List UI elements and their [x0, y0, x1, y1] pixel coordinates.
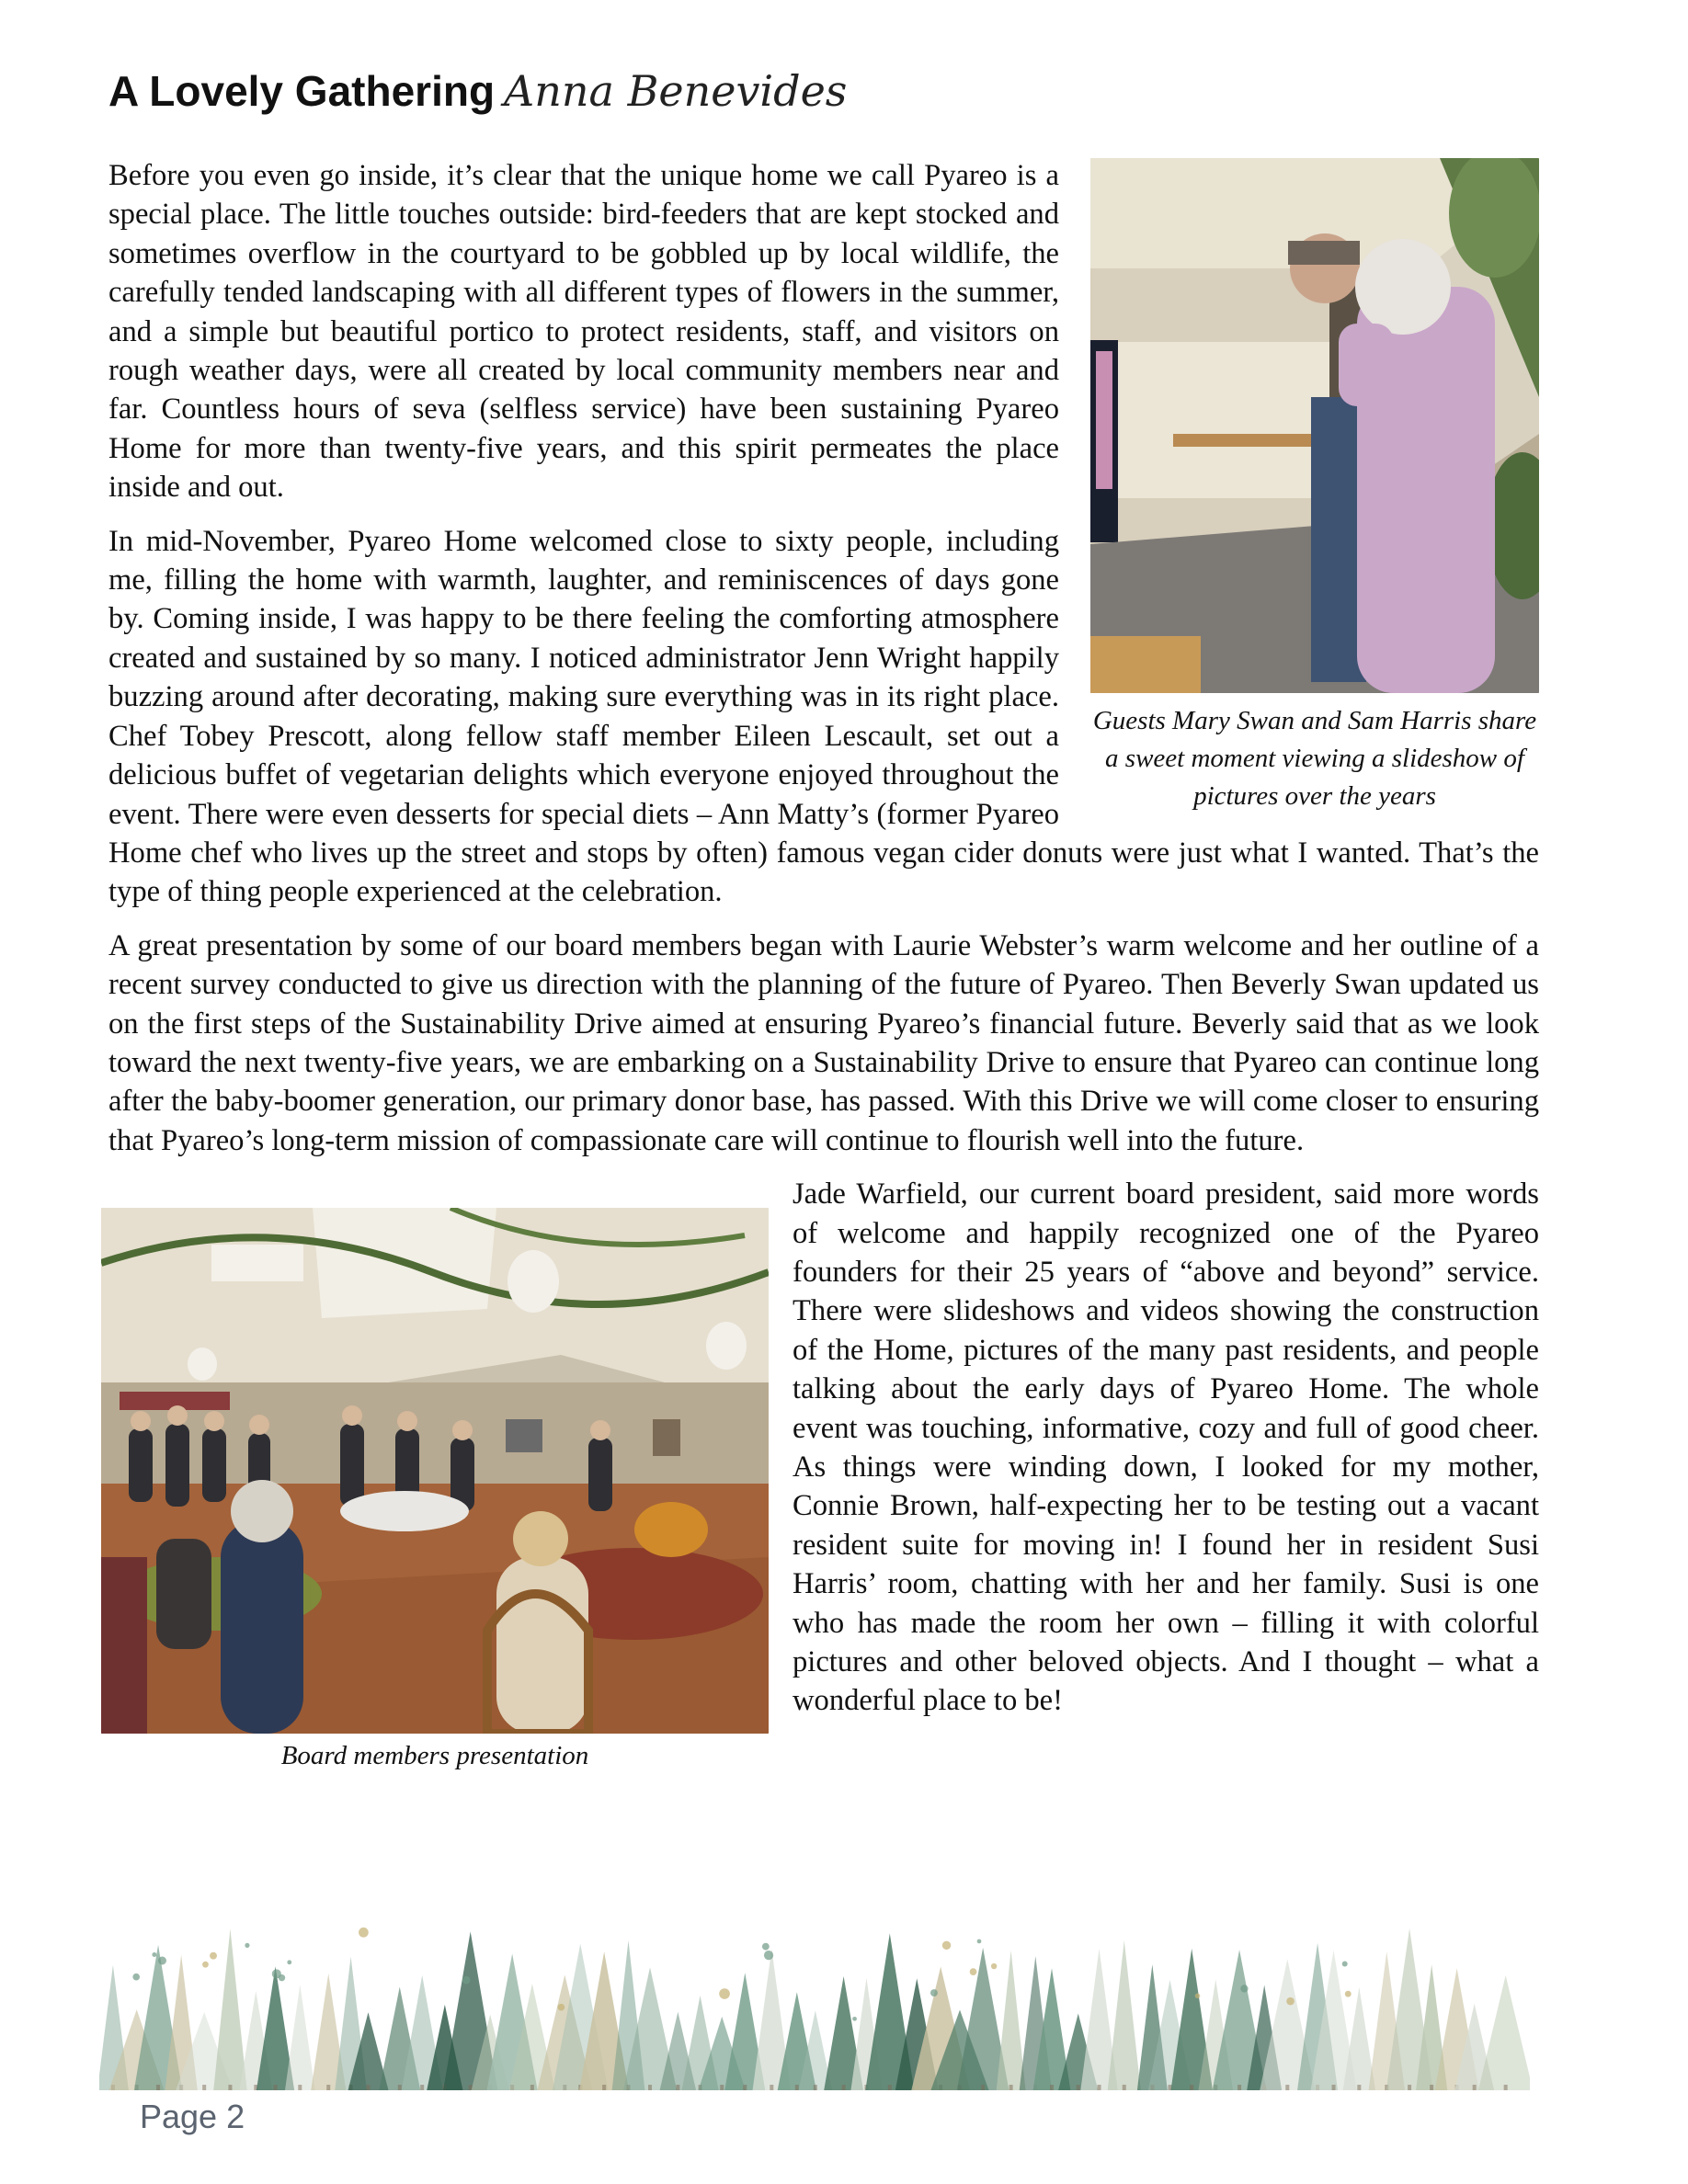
guests-photo-figure	[1090, 158, 1539, 815]
article-heading	[108, 66, 1543, 117]
article-author: Anna Benevides	[504, 66, 848, 116]
paragraph-3: A great presentation by some of our board members began with Laurie Webster’s warm welcome and her outline of a recent survey conducted to give us direction with the planning of the future of Pyareo. Then Beverly Swan updated us on the first steps of the Sustainability Drive aimed at ensuring Pyareo’s financial future. Beverly said that as we look toward the next twenty-five years, we are embarking on a Sustainability Drive to ensure that Pyareo can continue long after the baby-boomer generation, our primary donor base, has passed. With this Drive we will come closer to ensuring that Pyareo’s long-term mission of compassionate care will continue to flourish well into the future.	[108, 928, 1539, 1157]
article-title: A Lovely Gathering	[108, 67, 496, 115]
board-photo	[101, 1208, 769, 1734]
guests-photo	[1090, 158, 1539, 693]
page-number: Page 2	[140, 2098, 245, 2135]
paragraph-1: Before you even go inside, it’s clear that the unique home we call Pyareo is a special place. The little touches outside: bird-feeders that are kept stocked and sometimes overflow in the courtyard to be gobbled up by local wildlife, the carefully tended landscaping with all different types of flowers in the summer, and a simple but beautiful portico to protect residents, staff, and visitors on rough weather days, were all created by local community members near and far. Countless hours of seva (selfless service) have been sustaining Pyareo Home for more than twenty-five years, and this spirit permeates the place inside and out.	[108, 159, 1059, 505]
pine-tree-banner	[99, 1923, 1530, 2094]
guests-photo-caption: Guests Mary Swan and Sam Harris share a sweet moment viewing a slideshow of pictures over the years	[1092, 706, 1537, 811]
paragraph-4: Jade Warfield, our current board president, said more words of welcome and happily recognized one of the Pyareo founders for their 25 years of “above and beyond” service. There were slideshows and videos showing the construction of the Home, pictures of the many past residents, and people talking about the early days of Pyareo Home. The whole event was touching, informative, cozy and full of good cheer. As things were winding down, I looked for my mother, Connie Brown, half-expecting her to be testing out a vacant resident suite for moving in! I found her in resident Susi Harris’ room, chatting with her and her family. Susi is one who has made the room her own – filling it with colorful pictures and other beloved objects. And I thought – what a wonderful place to be!	[793, 1177, 1539, 1718]
article-body	[108, 156, 1539, 1784]
board-photo-caption: Board members presentation	[280, 1741, 589, 1771]
paragraph-2: In mid-November, Pyareo Home welcomed close to sixty people, including me, filling the home with warmth, laughter, and reminiscences of days gone by. Coming inside, I was happy to be there feeling the comforting atmosphere created and sustained by so many. I noticed administrator Jenn Wright happily buzzing around after decorating, making sure everything was in its right place. Chef Tobey Prescott, along fellow staff member Eileen Lescault, set out a delicious buffet of vegetarian delights which everyone enjoyed throughout the event. There were even desserts for special diets – Ann Matty’s (former Pyareo Home chef who lives up the street and stops by often) famous vegan cider donuts were just what I wanted. That’s the type of thing people experienced at the celebration.	[108, 524, 1539, 909]
board-photo-figure	[101, 1208, 769, 1775]
